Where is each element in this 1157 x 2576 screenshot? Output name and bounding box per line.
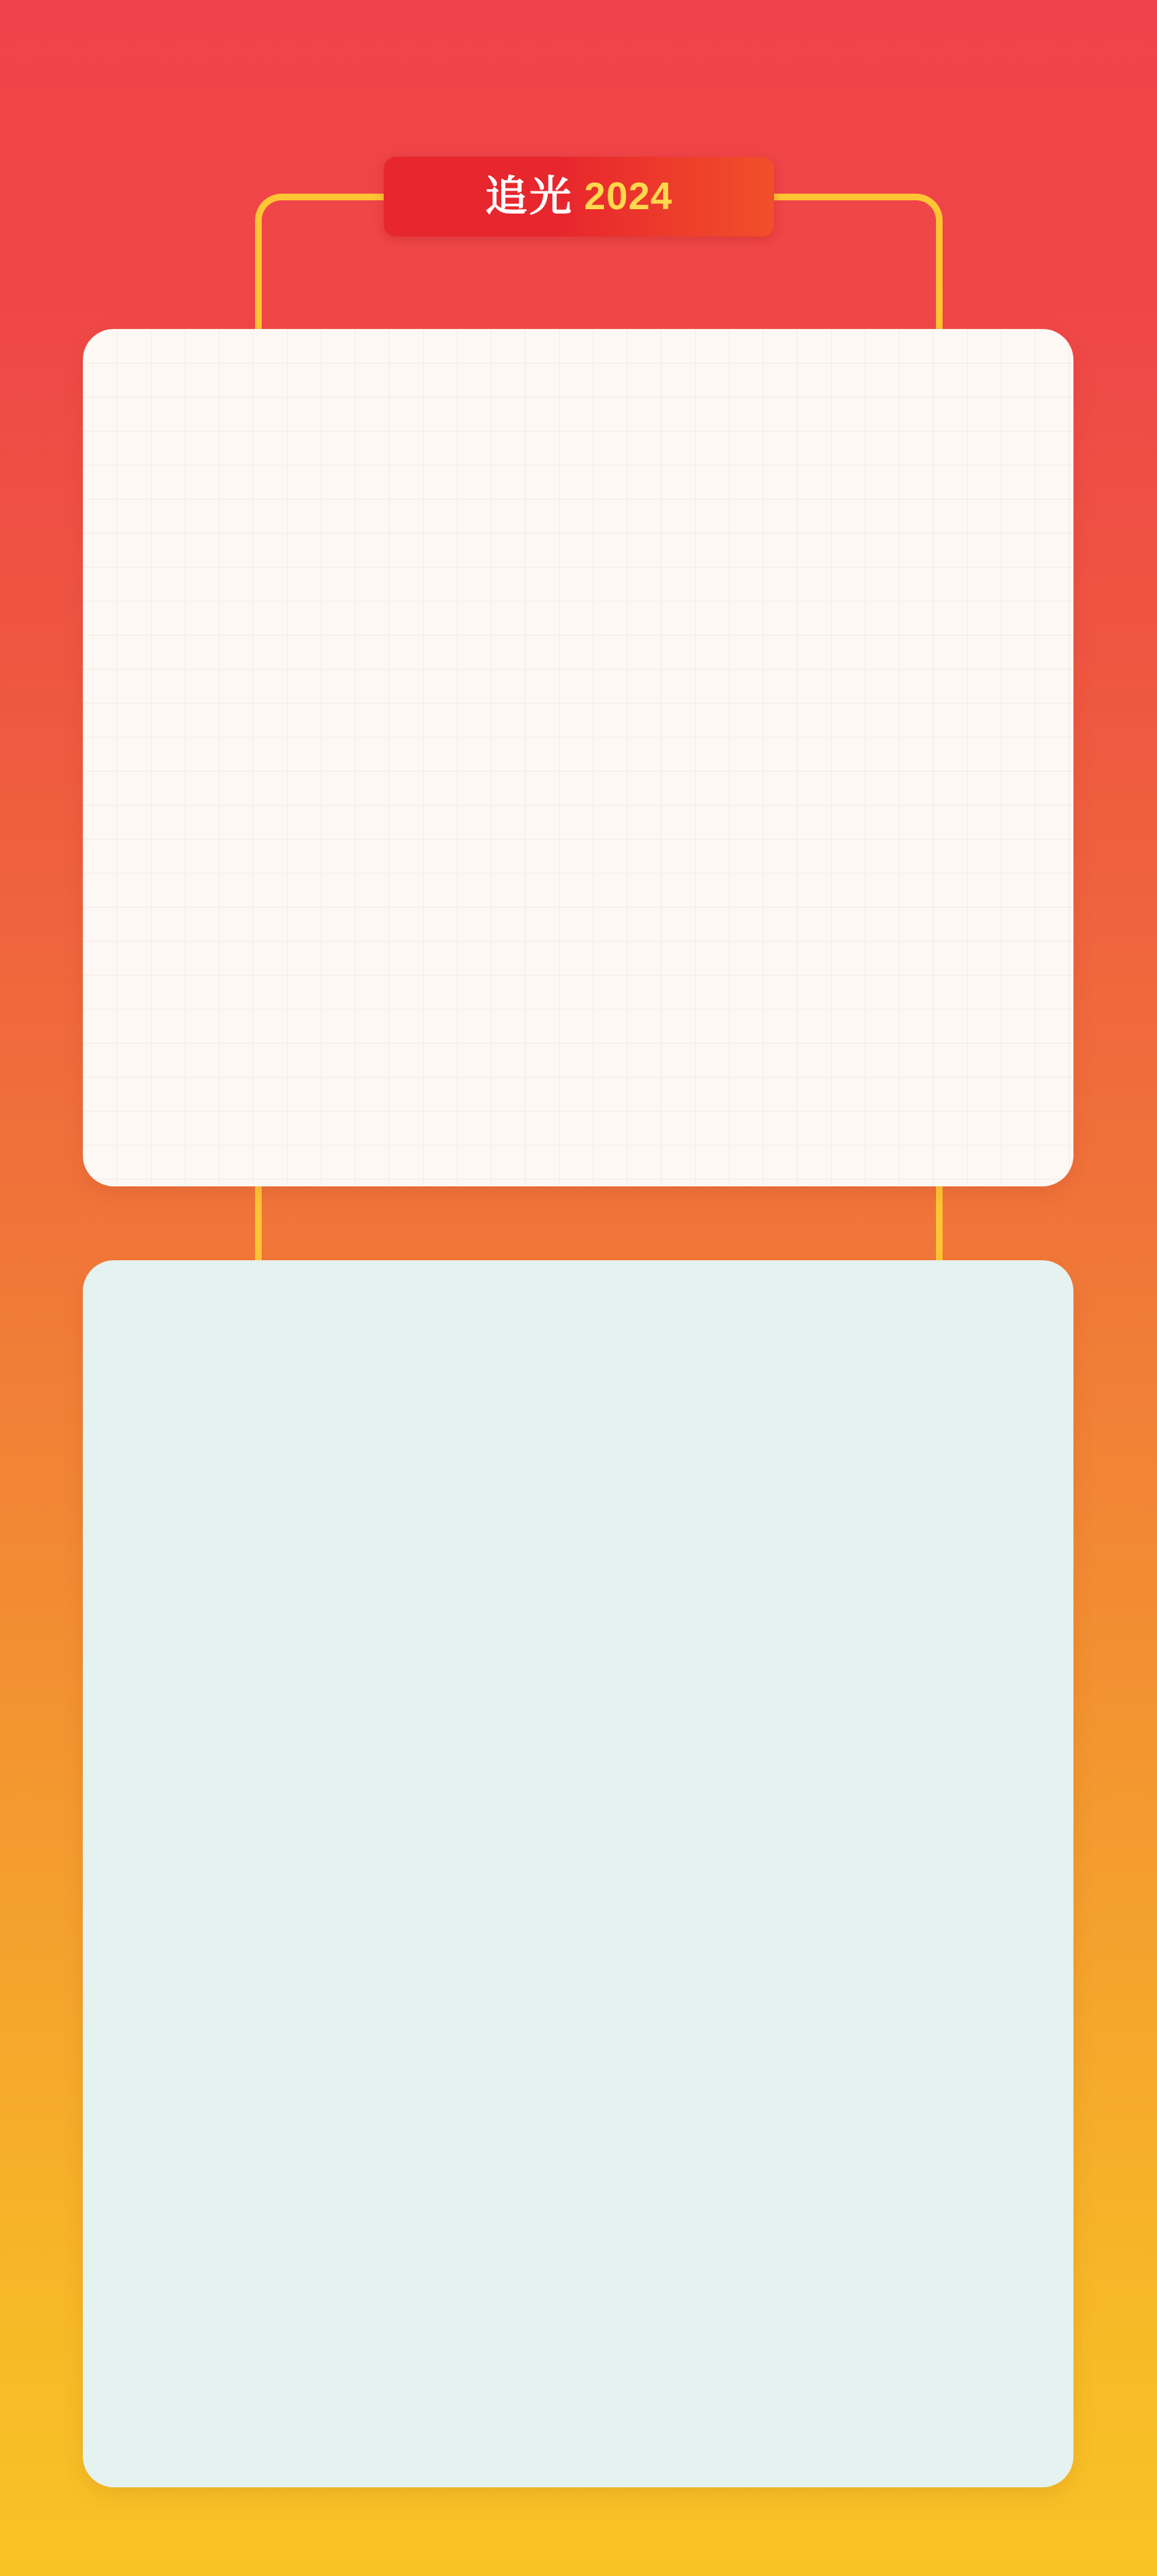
page-title-year: 2024 (584, 175, 673, 218)
page-title-main: 追光 (485, 172, 574, 220)
page-title (384, 157, 774, 237)
card-scenario-innovation (83, 1260, 1073, 2487)
card-guidance-study (83, 329, 1073, 1186)
